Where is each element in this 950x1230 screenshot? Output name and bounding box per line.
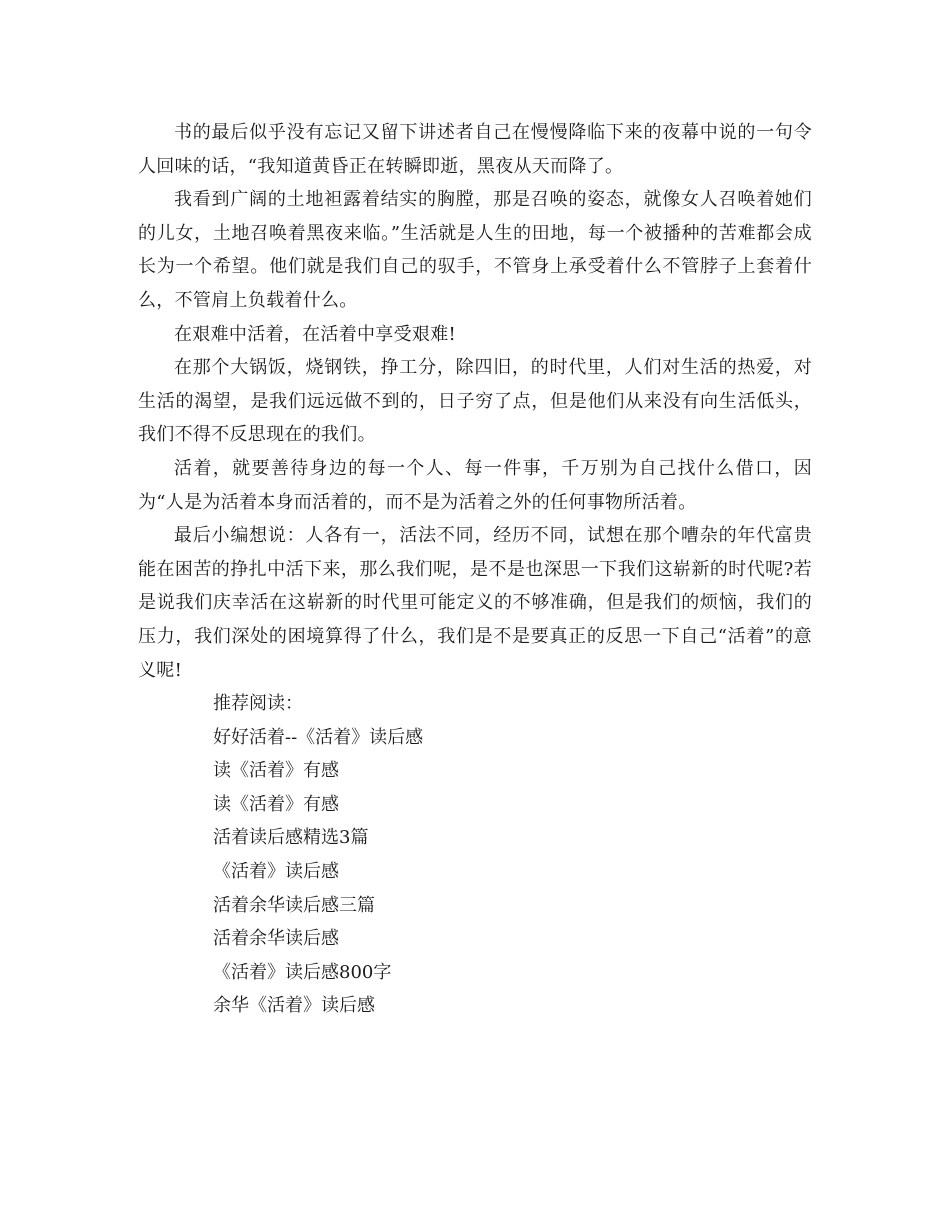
paragraph: 书的最后似乎没有忘记又留下讲述者自己在慢慢降临下来的夜幕中说的一句令人回味的话，“我知道黄昏正在转瞬即逝，黑夜从天而降了。 [138,122,812,177]
paragraph: 在艰难中活着，在活着中享受艰难! [174,323,457,345]
article-body [138,116,812,687]
recommended-link[interactable]: 好好活着--《活着》读后感 [213,726,424,748]
paragraph: 我看到广阔的土地袒露着结实的胸膛，那是召唤的姿态，就像女人召唤着她们的儿女，土地召唤着黑夜来临。”生活就是人生的田地，每一个被播种的苦难都会成长为一个希望。他们就是我们自己的驭手，不管身上承受着什么不管脖子上套着什么，不管肩上负载着什么。 [138,189,812,311]
paragraph: 活着，就要善待身边的每一个人、每一件事，千万别为自己找什么借口，因为“人是为活着本身而活着的，而不是为活着之外的任何事物所活着。 [138,457,812,513]
paragraph: 在那个大锅饭，烧钢铁，挣工分，除四旧，的时代里，人们对生活的热爱，对生活的渴望，是我们远远做不到的，日子穷了点，但是他们从来没有向生活低头，我们不得不反思现在的我们。 [138,357,812,446]
recommended-link[interactable]: 读《活着》有感 [213,760,339,782]
recommended-link[interactable]: 《活着》读后感800字 [213,961,392,983]
recommended-link[interactable]: 读《活着》有感 [213,793,339,815]
recommended-link[interactable]: 余华《活着》读后感 [213,995,375,1017]
recommended-link[interactable]: 活着余华读后感三篇 [213,894,375,916]
recommended-reading [138,687,812,1023]
paragraph: 最后小编想说：人各有一，活法不同，经历不同，试想在那个嘈杂的年代富贵能在困苦的挣扎中活下来，那么我们呢，是不是也深思一下我们这崭新的时代呢?若是说我们庆幸活在这崭新的时代里可能定义的不够准确，但是我们的烦恼，我们的压力，我们深处的困境算得了什么，我们是不是要真正的反思一下自己“活着”的意义呢! [138,525,812,681]
recommended-link[interactable]: 《活着》读后感 [213,861,339,883]
recommended-heading: 推荐阅读： [213,693,303,715]
recommended-link[interactable]: 活着读后感精选3篇 [213,827,369,849]
recommended-link[interactable]: 活着余华读后感 [213,928,339,950]
